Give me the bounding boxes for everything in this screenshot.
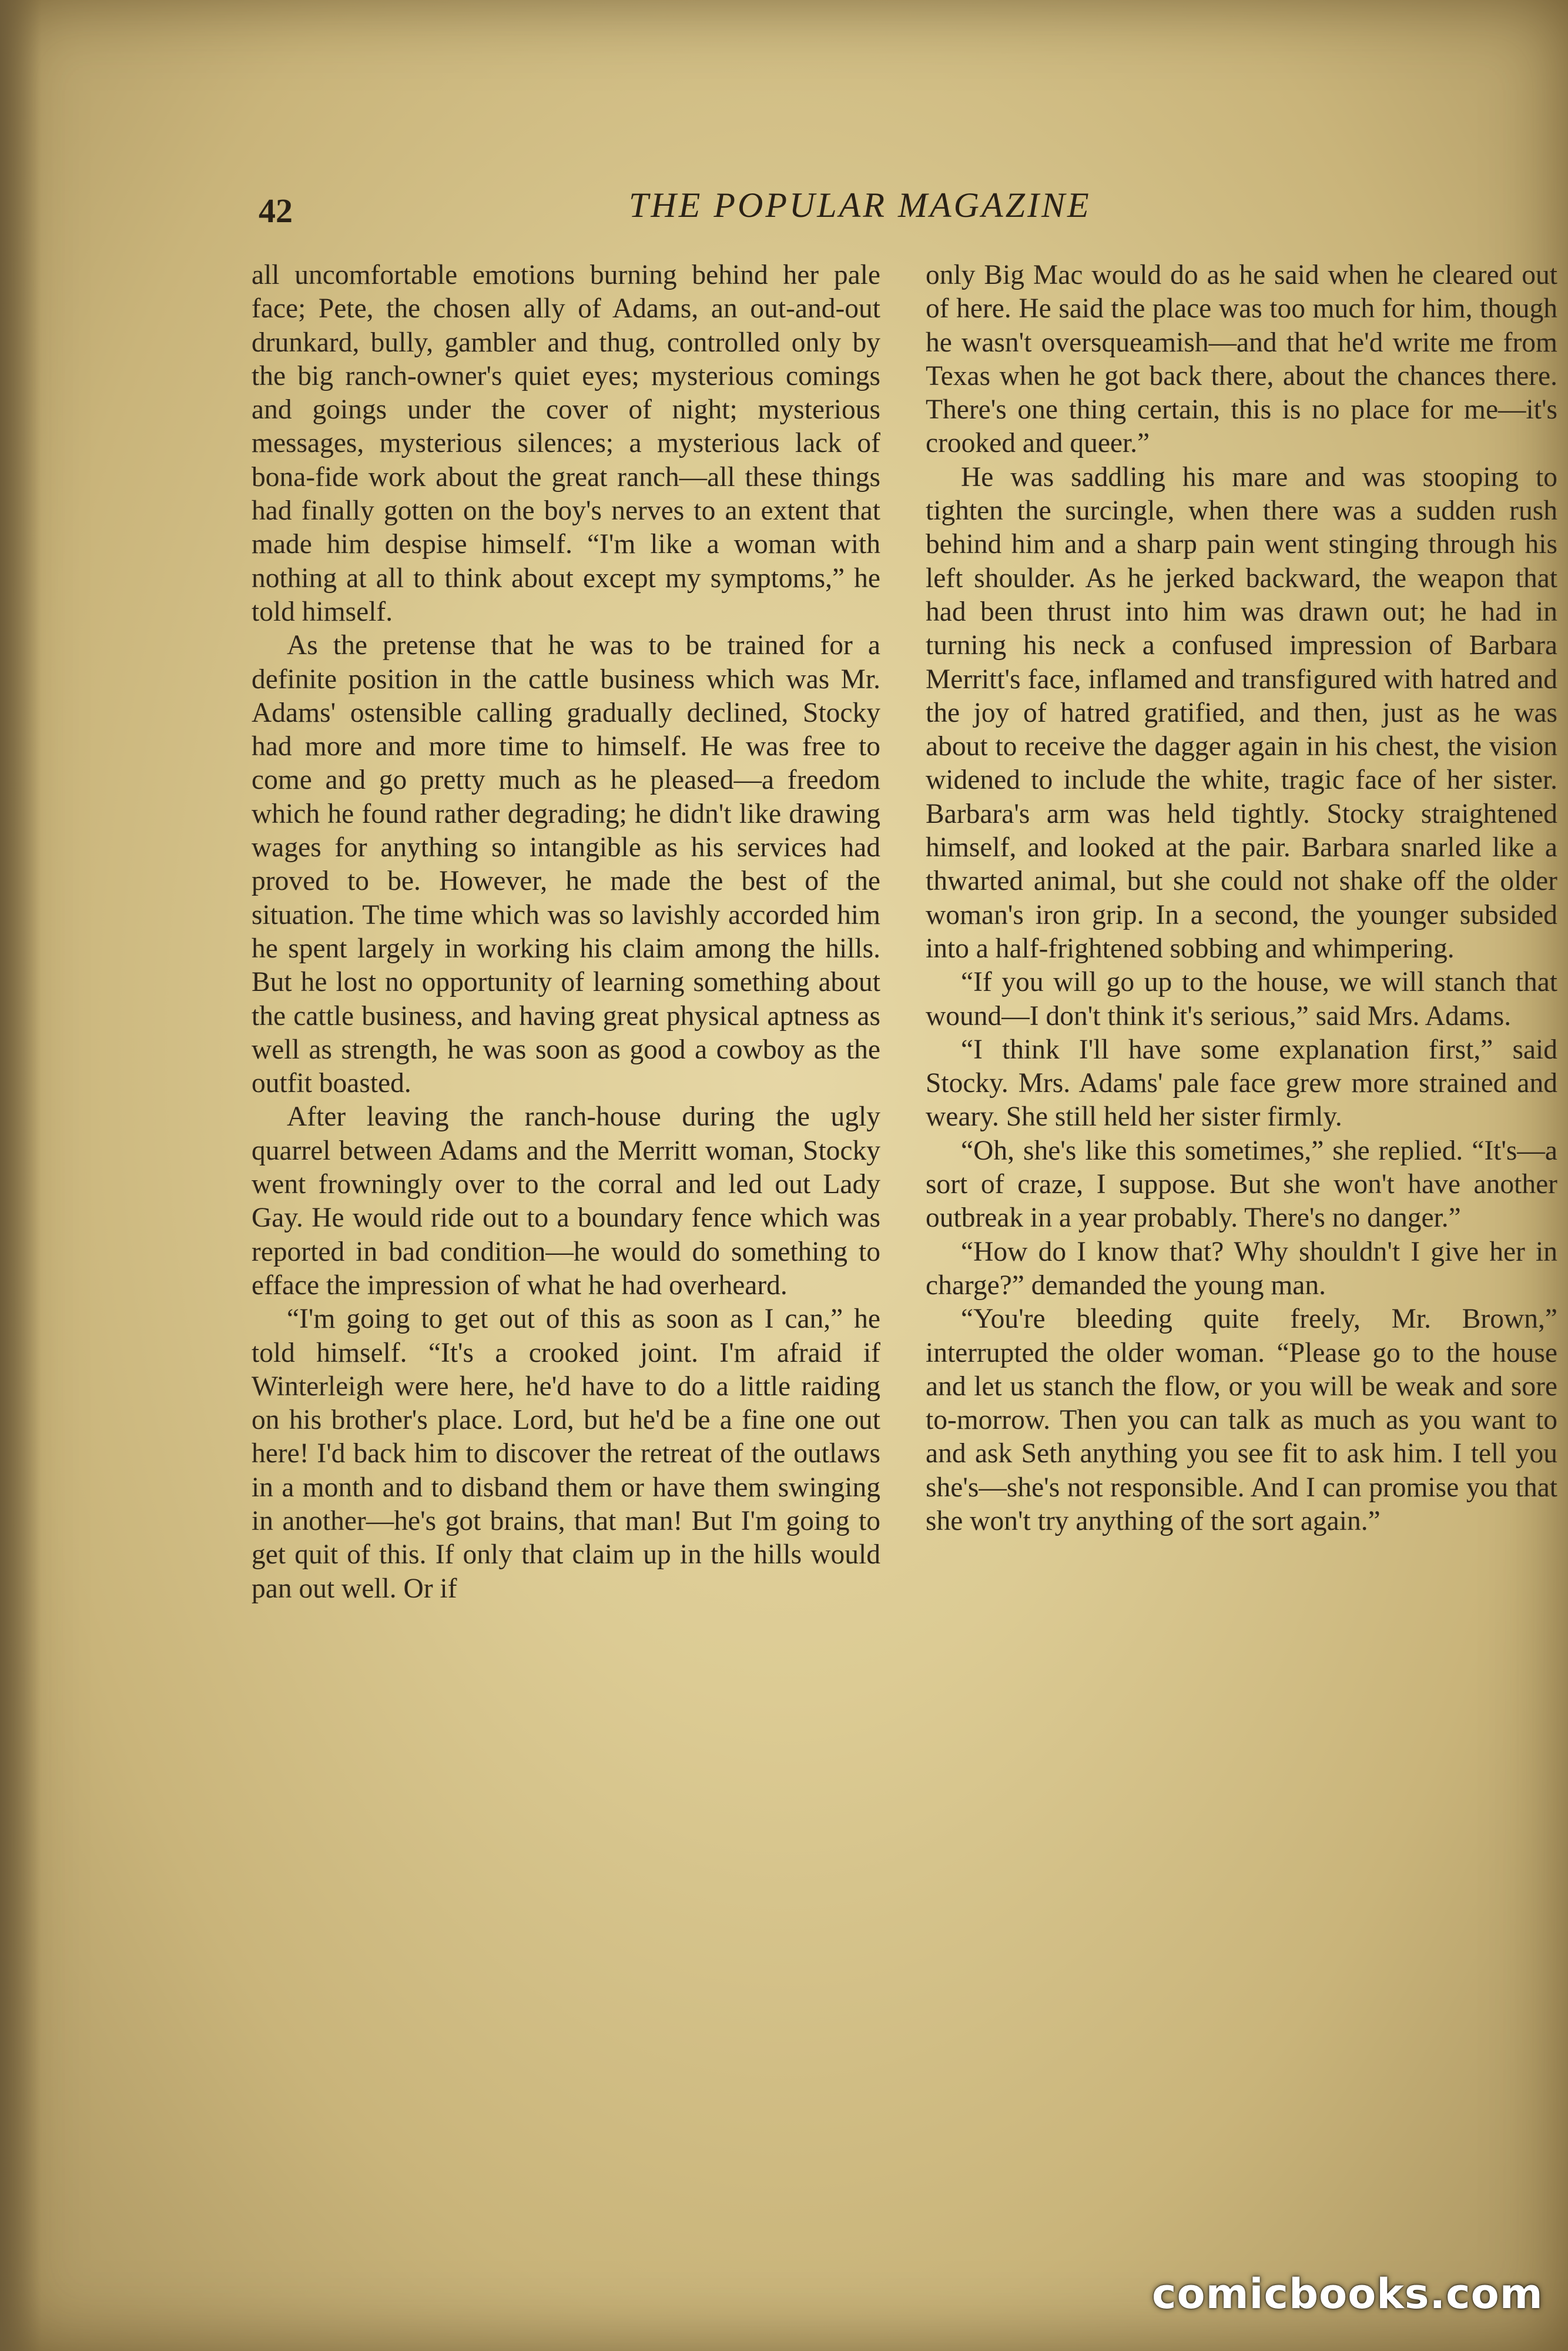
running-header [247,185,1217,238]
page-spine-shadow [0,0,41,2351]
paragraph: After leaving the ranch-house during the ugly quarrel between Adams and the Merritt woman, Stocky went frowningly over to the corral and led out Lady Gay. He would ride out to a boundary fence which was reported in bad condition—he would do something to efface the impression of what he had overheard. [252,1101,880,1301]
paragraph: all uncomfortable emotions burning behind her pale face; Pete, the chosen ally of Adams, an out-and-out drunkard, bully, gambler and thug, controlled only by the big ranch-owner's quiet eyes; mysterious comings and goings under the cover of night; mysterious messages, mysterious silences; a mysterious lack of bona-fide work about the great ranch—all these things had finally gotten on the boy's nerves to an extent that made him despise himself. “I'm like a woman with nothing at all to think about except my symptoms,” he told himself. [252,260,880,627]
paragraph: “Oh, she's like this sometimes,” she replied. “It's—a sort of craze, I suppose. But she won't have another outbreak in a year probably. There's no danger.” [926,1135,1557,1234]
left-column [252,259,880,1606]
paragraph: “How do I know that? Why shouldn't I give her in charge?” demanded the young man. [926,1236,1557,1301]
paragraph: “I'm going to get out of this as soon as I can,” he told himself. “It's a crooked joint. I'm afraid if Winterleigh were here, he'd have to do a little raiding on his brother's place. Lord, but he'd be a fine one out here! I'd back him to discover the retreat of the outlaws in a month and to disband them or have them swinging in another—he's got brains, that man! But I'm going to get quit of this. If only that claim up in the hills would pan out well. Or if [252,1304,880,1604]
paragraph: only Big Mac would do as he said when he cleared out of here. He said the place was too much for him, though he wasn't oversqueamish—and that he'd write me from Texas when he got back there, about the chances there. There's one thing certain, this is no place for me—it's crooked and queer.” [926,260,1557,459]
paragraph: He was saddling his mare and was stooping to tighten the surcingle, when there was a sudden rush behind him and a sharp pain went stinging through his left shoulder. As he jerked backward, the weapon that had been thrust into him was drawn out; he had in turning his neck a confused impression of Barbara Merritt's face, inflamed and transfigured with hatred and the joy of hatred gratified, and then, just as he was about to receive the dagger again in his chest, the vision widened to include the white, tragic face of her sister. Barbara's arm was held tightly. Stocky straightened himself, and looked at the pair. Barbara snarled like a thwarted animal, but she could not shake off the older woman's iron grip. In a second, the younger subsided into a half-frightened sobbing and whimpering. [926,461,1557,964]
page-number: 42 [259,192,293,230]
watermark-text: comicbooks.com [1152,2270,1543,2318]
paragraph: “I think I'll have some explanation first,” said Stocky. Mrs. Adams' pale face grew more strained and weary. She still held her sister firmly. [926,1034,1557,1133]
paragraph: “You're bleeding quite freely, Mr. Brown,” interrupted the older woman. “Please go to the house and let us stanch the flow, or you will be weak and sore to-morrow. Then you can talk as much as you want to and ask Seth anything you see fit to ask him. I tell you she's—she's not responsible. And I can promise you that she won't try anything of the sort again.” [926,1304,1557,1536]
paragraph: As the pretense that he was to be trained for a definite position in the cattle business which was Mr. Adams' ostensible calling gradually declined, Stocky had more and more time to himself. He was free to come and go pretty much as he pleased—a freedom which he found rather degrading; he didn't like drawing wages for anything so intangible as his services had proved to be. However, he made the best of the situation. The time which was so lavishly accorded him he spent largely in working his claim among the hills. But he lost no opportunity of learning something about the cattle business, and having great physical aptness as well as strength, he was soon as good a cowboy as the outfit boasted. [252,630,880,1099]
magazine-title: THE POPULAR MAGAZINE [629,186,1091,225]
right-column [926,259,1557,1538]
paragraph: “If you will go up to the house, we will stanch that wound—I don't think it's serious,” said Mrs. Adams. [926,967,1557,1032]
